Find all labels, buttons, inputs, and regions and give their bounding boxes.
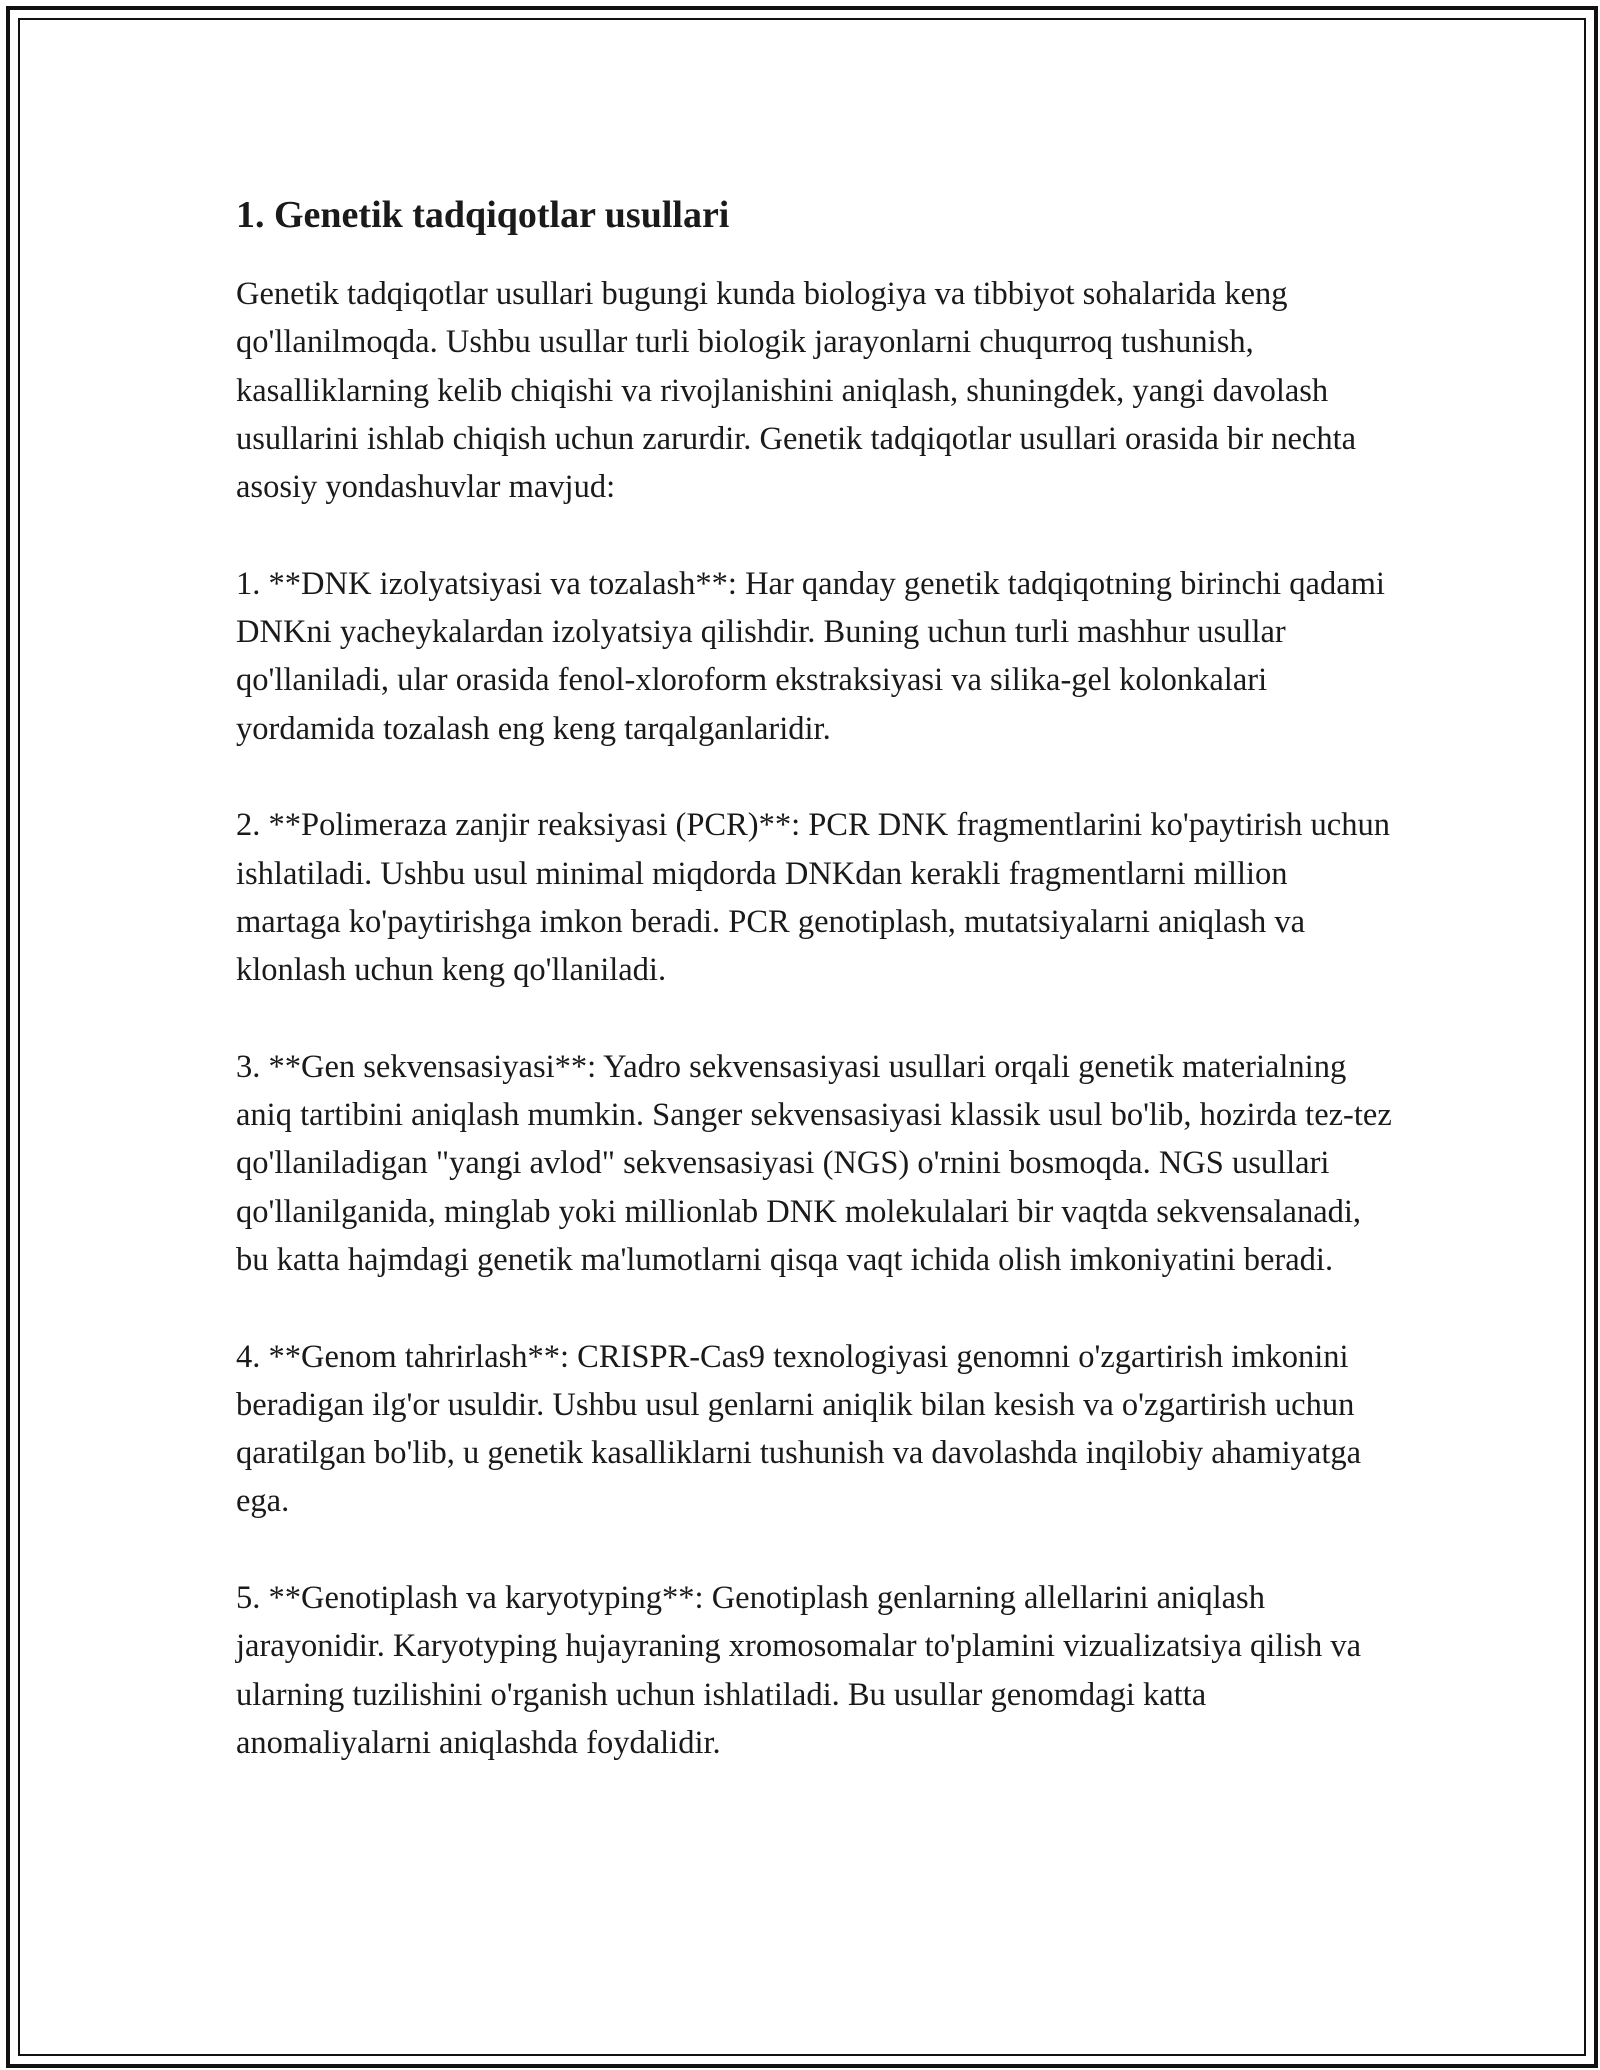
method-paragraph-sequencing: 3. **Gen sekvensasiyasi**: Yadro sekvensasiyasi usullari orqali genetik materialning aniq tartibini aniqlash mumkin. Sanger sekvensasiyasi klassik usul bo'lib, hozirda tez-tez qo'llaniladigan "yangi avlod" sekvensasiyasi (NGS) o'rnini bosmoqda. NGS usullari qo'llanilganida, minglab yoki millionlab DNK molekulalari bir vaqtda sekvensalanadi, bu katta hajmdagi genetik ma'lumotlarni qisqa vaqt ichida olish imkoniyatini beradi.: [236, 1048, 1392, 1278]
document-body: [236, 186, 1396, 1816]
method-paragraph-genotyping: 5. **Genotiplash va karyotyping**: Genotiplash genlarning allellarini aniqlash jarayonidir. Karyotyping hujayraning xromosomalar to'plamini vizualizatsiya qilish va ularning tuzilishini o'rganish uchun ishlatiladi. Bu usullar genomdagi katta anomaliyalarni aniqlashda foydalidir.: [236, 1580, 1362, 1761]
method-paragraph-dna-isolation: 1. **DNK izolyatsiyasi va tozalash**: Har qanday genetik tadqiqotning birinchi qadami DNKni yacheykalardan izolyatsiya qilishdir. Buning uchun turli mashhur usullar qo'llaniladi, ular orasida fenol-xloroform ekstraksiyasi va silika-gel kolonkalari yordamida tozalash eng keng tarqalganlaridir.: [236, 565, 1385, 747]
intro-paragraph: Genetik tadqiqotlar usullari bugungi kunda biologiya va tibbiyot sohalarida keng qo'llanilmoqda. Ushbu usullar turli biologik jarayonlarni chuqurroq tushunish, kasalliklarning kelib chiqishi va rivojlanishini aniqlash, shuningdek, yangi davolash usullarini ishlab chiqish uchun zarurdir. Genetik tadqiqotlar usullari orasida bir nechta asosiy yondashuvlar mavjud:: [236, 276, 1357, 506]
section-title: 1. Genetik tadqiqotlar usullari: [236, 194, 730, 236]
method-paragraph-genome-editing: 4. **Genom tahrirlash**: CRISPR-Cas9 texnologiyasi genomni o'zgartirish imkonini beradigan ilg'or usuldir. Ushbu usul genlarni aniqlik bilan kesish va o'zgartirish uchun qaratilgan bo'lib, u genetik kasalliklarni tushunish va davolashda inqilobiy ahamiyatga ega.: [236, 1338, 1362, 1520]
method-paragraph-pcr: 2. **Polimeraza zanjir reaksiyasi (PCR)**: PCR DNK fragmentlarini ko'paytirish uchun ishlatiladi. Ushbu usul minimal miqdorda DNKdan kerakli fragmentlarni million martaga ko'paytirishga imkon beradi. PCR genotiplash, mutatsiyalarni aniqlash va klonlash uchun keng qo'llaniladi.: [236, 807, 1390, 989]
